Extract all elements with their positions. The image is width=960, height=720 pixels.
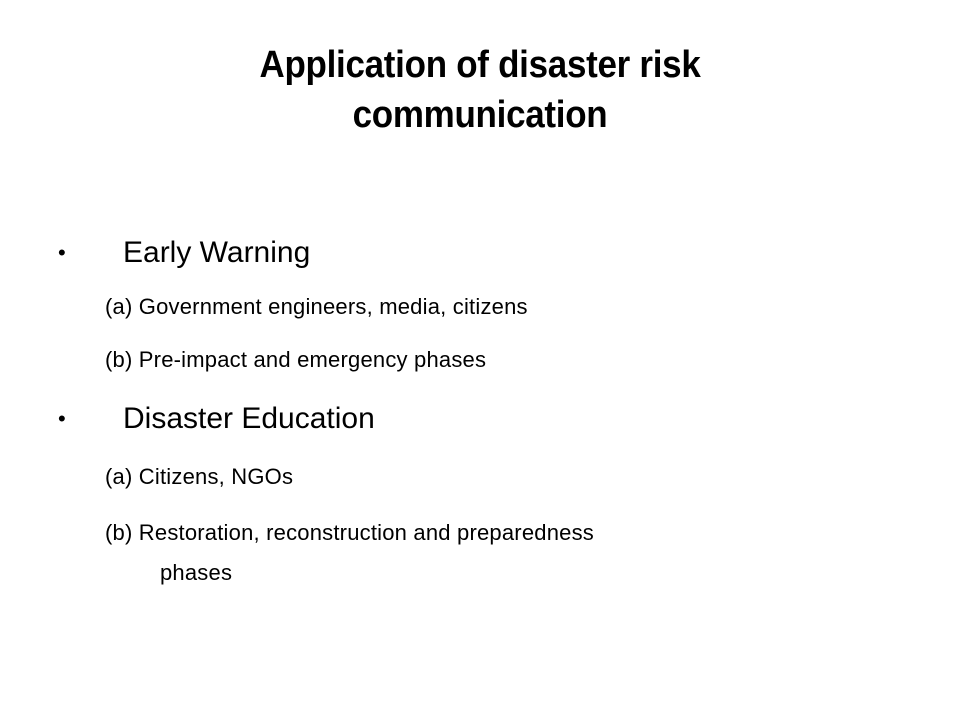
sub-item: (b) Pre-impact and emergency phases: [105, 347, 487, 372]
sub-item: (a) Government engineers, media, citizens: [105, 294, 528, 319]
bullet-early-warning: [58, 235, 458, 271]
sub-item-continuation: phases: [160, 560, 233, 585]
bullet-label: Disaster Education: [123, 402, 375, 435]
bullet-marker: •: [58, 240, 66, 265]
slide-title-line-1: Application of disaster risk: [259, 44, 701, 86]
bullet-marker: •: [58, 406, 66, 431]
bullet-label: Early Warning: [123, 236, 311, 269]
bullet-disaster-education: [58, 401, 518, 437]
slide-title: [149, 40, 811, 140]
sub-item: (a) Citizens, NGOs: [105, 464, 294, 489]
sub-item: (b) Restoration, reconstruction and preparedness: [105, 520, 594, 545]
slide-title-line-2: communication: [352, 94, 608, 136]
